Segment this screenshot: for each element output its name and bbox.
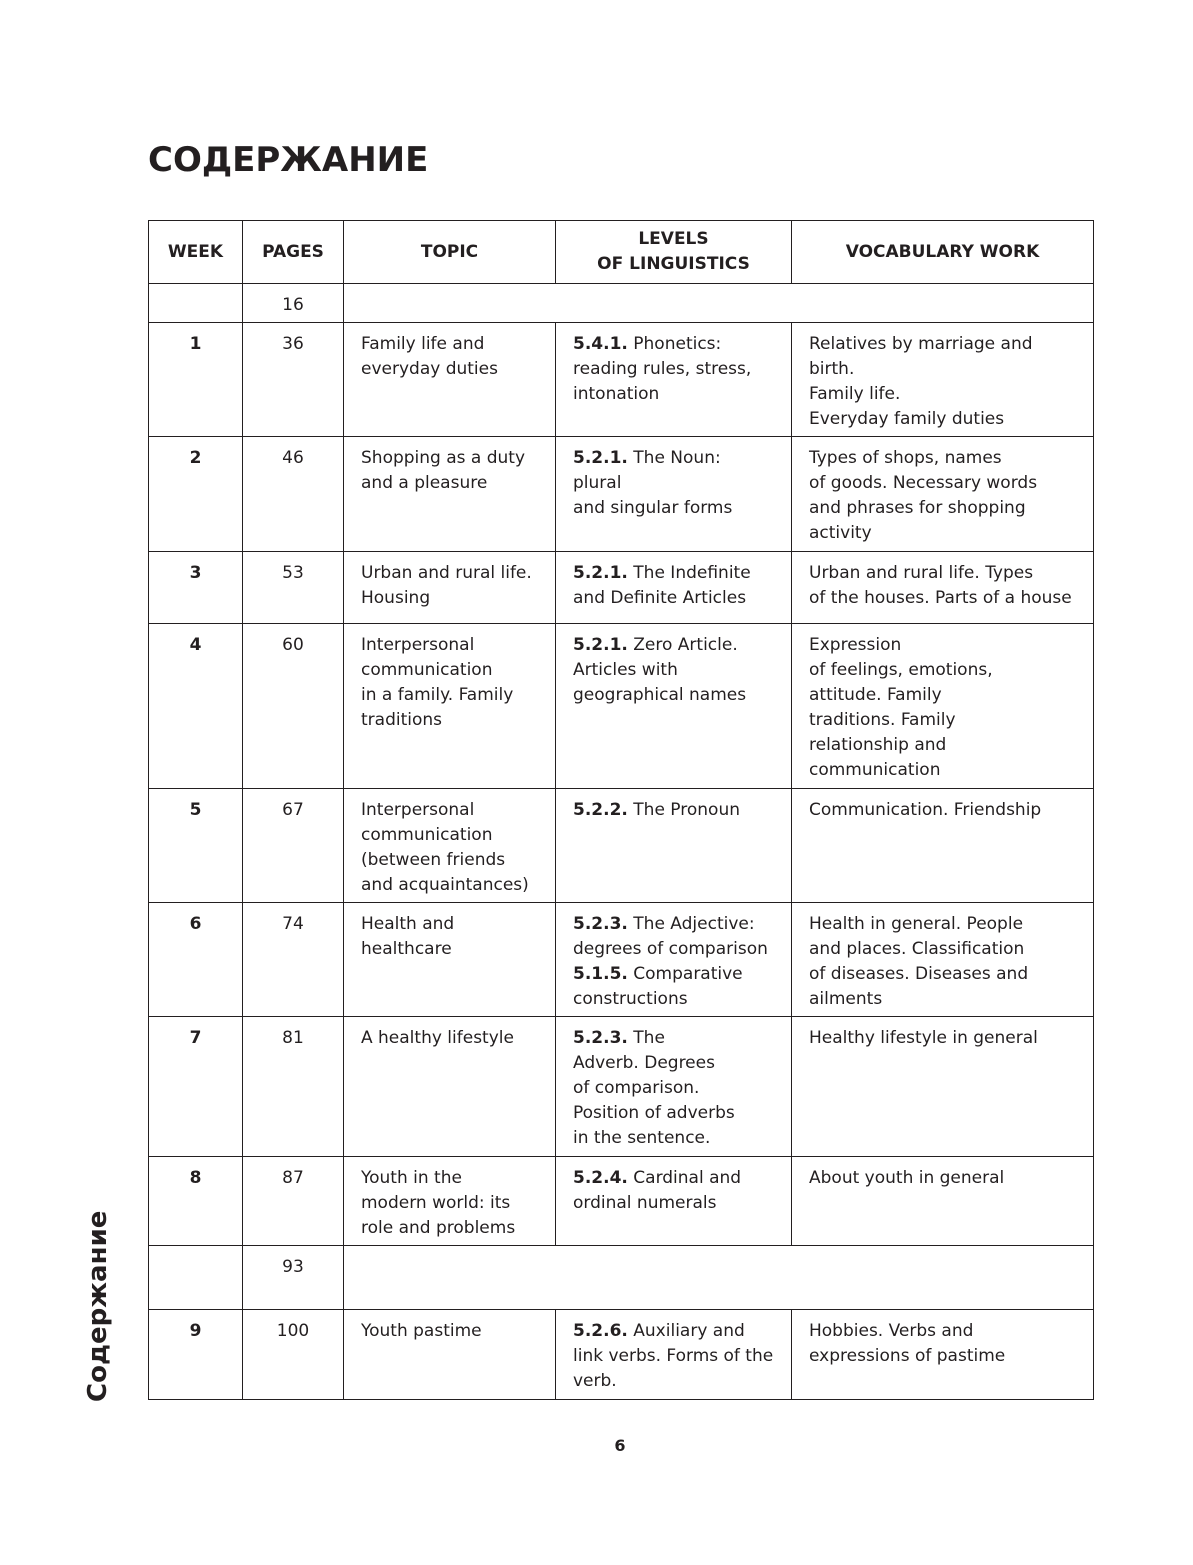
header-vocabulary: VOCABULARY WORK bbox=[792, 221, 1094, 284]
vocabulary-cell: About youth in general bbox=[792, 1157, 1094, 1246]
table-row bbox=[149, 1017, 1094, 1157]
topic-cell: Youth in the modern world: its role and problems bbox=[344, 1157, 556, 1246]
level-code: 5.1.5. bbox=[573, 964, 628, 984]
pages-cell: 67 bbox=[243, 789, 344, 903]
header-topic: TOPIC bbox=[344, 221, 556, 284]
topic-cell: Youth pastime bbox=[344, 1310, 556, 1400]
level-text: The Noun: plural and singular forms bbox=[573, 448, 733, 518]
topic-cell: Health and healthcare bbox=[344, 903, 556, 1017]
level-entry bbox=[573, 912, 774, 962]
topic-cell: Shopping as a duty and a pleasure bbox=[344, 437, 556, 552]
pages-cell: 16 bbox=[243, 284, 344, 323]
level-entry bbox=[573, 332, 774, 407]
level-text: Comparative constructions bbox=[573, 964, 743, 1009]
level-entry bbox=[573, 1026, 774, 1151]
week-cell: 6 bbox=[149, 903, 243, 1017]
table-row bbox=[149, 1310, 1094, 1400]
header-week: WEEK bbox=[149, 221, 243, 284]
page-title: СОДЕРЖАНИЕ bbox=[148, 140, 429, 180]
topic-cell: Interpersonal communication (between friends and acquaintances) bbox=[344, 789, 556, 903]
vocabulary-cell: Health in general. People and places. Classification of diseases. Diseases and ailments bbox=[792, 903, 1094, 1017]
levels-cell bbox=[556, 437, 792, 552]
table-row bbox=[149, 1157, 1094, 1246]
level-code: 5.2.1. bbox=[573, 635, 628, 655]
level-text: The Adjective: degrees of comparison bbox=[573, 914, 768, 959]
level-entry bbox=[573, 633, 774, 708]
level-text: The Pronoun bbox=[627, 800, 740, 820]
level-entry bbox=[573, 1319, 774, 1394]
contents-table bbox=[148, 220, 1094, 1400]
week-cell: 2 bbox=[149, 437, 243, 552]
table-row bbox=[149, 624, 1094, 789]
level-code: 5.4.1. bbox=[573, 334, 628, 354]
week-cell bbox=[149, 1246, 243, 1310]
side-section-label: Содержание bbox=[83, 1210, 113, 1402]
week-cell: 5 bbox=[149, 789, 243, 903]
levels-cell bbox=[556, 1157, 792, 1246]
page-number: 6 bbox=[614, 1436, 626, 1455]
level-code: 5.2.3. bbox=[573, 914, 628, 934]
week-cell: 1 bbox=[149, 323, 243, 437]
table-row bbox=[149, 903, 1094, 1017]
level-text: Cardinal and ordinal numerals bbox=[573, 1168, 742, 1213]
table-row bbox=[149, 789, 1094, 903]
level-entry bbox=[573, 446, 774, 521]
levels-cell bbox=[556, 323, 792, 437]
level-text: Zero Article. Articles with geographical names bbox=[573, 635, 747, 705]
level-entry bbox=[573, 561, 774, 611]
level-code: 5.2.2. bbox=[573, 800, 628, 820]
table-row bbox=[149, 552, 1094, 624]
header-levels: LEVELS OF LINGUISTICS bbox=[556, 221, 792, 284]
pages-cell: 81 bbox=[243, 1017, 344, 1157]
vocabulary-cell: Healthy lifestyle in general bbox=[792, 1017, 1094, 1157]
pages-cell: 46 bbox=[243, 437, 344, 552]
vocabulary-cell: Types of shops, names of goods. Necessary words and phrases for shopping activity bbox=[792, 437, 1094, 552]
level-code: 5.2.1. bbox=[573, 563, 628, 583]
table-row bbox=[149, 284, 1094, 323]
week-cell bbox=[149, 284, 243, 323]
topic-cell: Urban and rural life. Housing bbox=[344, 552, 556, 624]
level-code: 5.2.3. bbox=[573, 1028, 628, 1048]
levels-cell bbox=[556, 1310, 792, 1400]
week-cell: 4 bbox=[149, 624, 243, 789]
header-row bbox=[149, 221, 1094, 284]
levels-cell bbox=[556, 903, 792, 1017]
level-code: 5.2.6. bbox=[573, 1321, 628, 1341]
vocabulary-cell: Hobbies. Verbs and expressions of pastime bbox=[792, 1310, 1094, 1400]
table-row bbox=[149, 323, 1094, 437]
levels-cell bbox=[556, 789, 792, 903]
level-code: 5.2.4. bbox=[573, 1168, 628, 1188]
week-cell: 7 bbox=[149, 1017, 243, 1157]
level-code: 5.2.1. bbox=[573, 448, 628, 468]
vocabulary-cell: Expression of feelings, emotions, attitude. Family traditions. Family relationship and communication bbox=[792, 624, 1094, 789]
level-entry bbox=[573, 798, 774, 823]
pages-cell: 36 bbox=[243, 323, 344, 437]
empty-merged-cell bbox=[344, 284, 1094, 323]
week-cell: 3 bbox=[149, 552, 243, 624]
pages-cell: 74 bbox=[243, 903, 344, 1017]
level-entry bbox=[573, 1166, 774, 1216]
pages-cell: 53 bbox=[243, 552, 344, 624]
topic-cell: Family life and everyday duties bbox=[344, 323, 556, 437]
level-text: Auxiliary and link verbs. Forms of the verb. bbox=[573, 1321, 774, 1391]
week-cell: 8 bbox=[149, 1157, 243, 1246]
topic-cell: Interpersonal communication in a family. Family traditions bbox=[344, 624, 556, 789]
week-cell: 9 bbox=[149, 1310, 243, 1400]
level-entry bbox=[573, 962, 774, 1012]
pages-cell: 60 bbox=[243, 624, 344, 789]
pages-cell: 100 bbox=[243, 1310, 344, 1400]
pages-cell: 87 bbox=[243, 1157, 344, 1246]
levels-cell bbox=[556, 1017, 792, 1157]
empty-merged-cell bbox=[344, 1246, 1094, 1310]
topic-cell: A healthy lifestyle bbox=[344, 1017, 556, 1157]
levels-cell bbox=[556, 552, 792, 624]
vocabulary-cell: Relatives by marriage and birth. Family life. Everyday family duties bbox=[792, 323, 1094, 437]
table-row bbox=[149, 1246, 1094, 1310]
header-pages: PAGES bbox=[243, 221, 344, 284]
levels-cell bbox=[556, 624, 792, 789]
level-text: Phonetics: reading rules, stress, intonation bbox=[573, 334, 752, 404]
vocabulary-cell: Communication. Friendship bbox=[792, 789, 1094, 903]
level-text: The Indefinite and Definite Articles bbox=[573, 563, 751, 608]
pages-cell: 93 bbox=[243, 1246, 344, 1310]
vocabulary-cell: Urban and rural life. Types of the houses. Parts of a house bbox=[792, 552, 1094, 624]
level-text: The Adverb. Degrees of comparison. Position of adverbs in the sentence. bbox=[573, 1028, 735, 1148]
table-row bbox=[149, 437, 1094, 552]
